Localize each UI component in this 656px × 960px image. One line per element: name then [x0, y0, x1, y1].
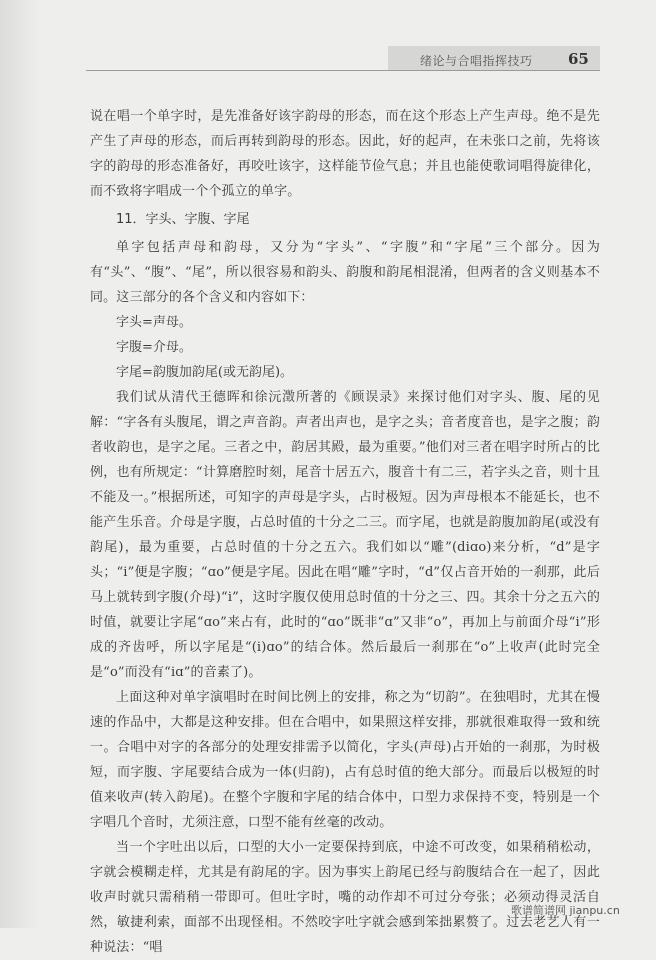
body-text: [90, 104, 600, 960]
section-heading: 11．字头、字腹、字尾: [116, 212, 250, 227]
definition-zifu: 字腹=介母。: [116, 340, 192, 355]
paragraph: 上面这种对单字演唱时在时间比例上的安排，称之为“切韵”。在独唱时，尤其在慢速的作品中，大都是这种安排。但在合唱中，如果照这样安排，那就很难取得一致和统一。合唱中对字的各部分的处理安排需予以简化，字头(声母)占开始的一刹那，为时极短，而字腹、字尾要结合成为一体(归韵)，占有总时值的绝大部分。而最后以极短的时值来收声(转入韵尾)。在整个字腹和字尾的结合体中，口型力求保持不变，特别是一个字唱几个音时，尤须注意，口型不能有丝毫的改动。: [90, 690, 600, 830]
page-edge-shadow: [0, 0, 40, 928]
page-number: 65: [568, 50, 589, 68]
running-header-title: 绪论与合唱指挥技巧: [420, 54, 533, 68]
paragraph: 当一个字吐出以后，口型的大小一定要保持到底，中途不可改变，如果稍稍松动，字就会模糊走样，尤其是有韵尾的字。因为事实上韵尾已经与韵腹结合在一起了，因此收声时就只需稍稍一带即可。但吐字时，嘴的动作却不可过分夸张；必须动得灵活自然，敏捷利索，面部不出现怪相。不然咬字吐字就会感到笨拙累赘了。过去老艺人有一种说法：“唱: [90, 840, 600, 955]
site-watermark: 歌谱简谱网 jianpu.cn: [511, 904, 620, 917]
paragraph-continued: 说在唱一个单字时，是先准备好该字韵母的形态，而在这个形态上产生声母。绝不是先产生了声母的形态，而后再转到韵母的形态。因此，好的起声，在未张口之前，先将该字的韵母的形态准备好，再咬吐该字，这样能节俭气息；并且也能使歌词唱得旋律化，而不致将字唱成一个个孤立的单字。: [90, 109, 600, 199]
definition-ziwei: 字尾=韵腹加韵尾(或无韵尾)。: [116, 365, 294, 380]
definition-zitou: 字头=声母。: [116, 315, 192, 330]
paragraph: 单字包括声母和韵母，又分为“字头”、“字腹”和“字尾”三个部分。因为有“头”、“腹”、“尾”，所以很容易和韵头、韵腹和韵尾相混淆，但两者的含义则基本不同。这三部分的各个含义和内容如下：: [90, 240, 600, 305]
paragraph: 我们试从清代王德晖和徐沅澂所著的《顾误录》来探讨他们对字头、腹、尾的见解：“字各有头腹尾，谓之声音韵。声者出声也，是字之头；音者度音也，是字之腹；韵者收韵也，是字之尾。三者之中，韵居其殿，最为重要。”他们对三者在唱字时所占的比例，也有所规定：“计算磨腔时刻，尾音十居五六，腹音十有二三，若字头之音，则十且不能及一。”根据所述，可知字的声母是字头，占时极短。因为声母根本不能延长，也不能产生乐音。介母是字腹，占总时值的十分之二三。而字尾，也就是韵腹加韵尾(或没有韵尾)，最为重要，占总时值的十分之五六。我们如以“雕”(diɑo)来分析，“d”是字头；“i”便是字腹；“ɑo”便是字尾。因此在唱“雕”字时，“d”仅占音开始的一刹那，此后马上就转到字腹(介母)“i”，这时字腹仅使用总时值的十分之三、四。其余十分之五六的时值，就要让字尾“ɑo”来占有，此时的“ɑo”既非“ɑ”又非“o”，再加上与前面介母“i”形成的齐齿呼，所以字尾是“(i)ɑo”的结合体。然后最后一刹那在“o”上收声(此时完全是“o”而没有“iɑ”的音素了)。: [90, 390, 600, 680]
header-rule: [86, 70, 600, 71]
